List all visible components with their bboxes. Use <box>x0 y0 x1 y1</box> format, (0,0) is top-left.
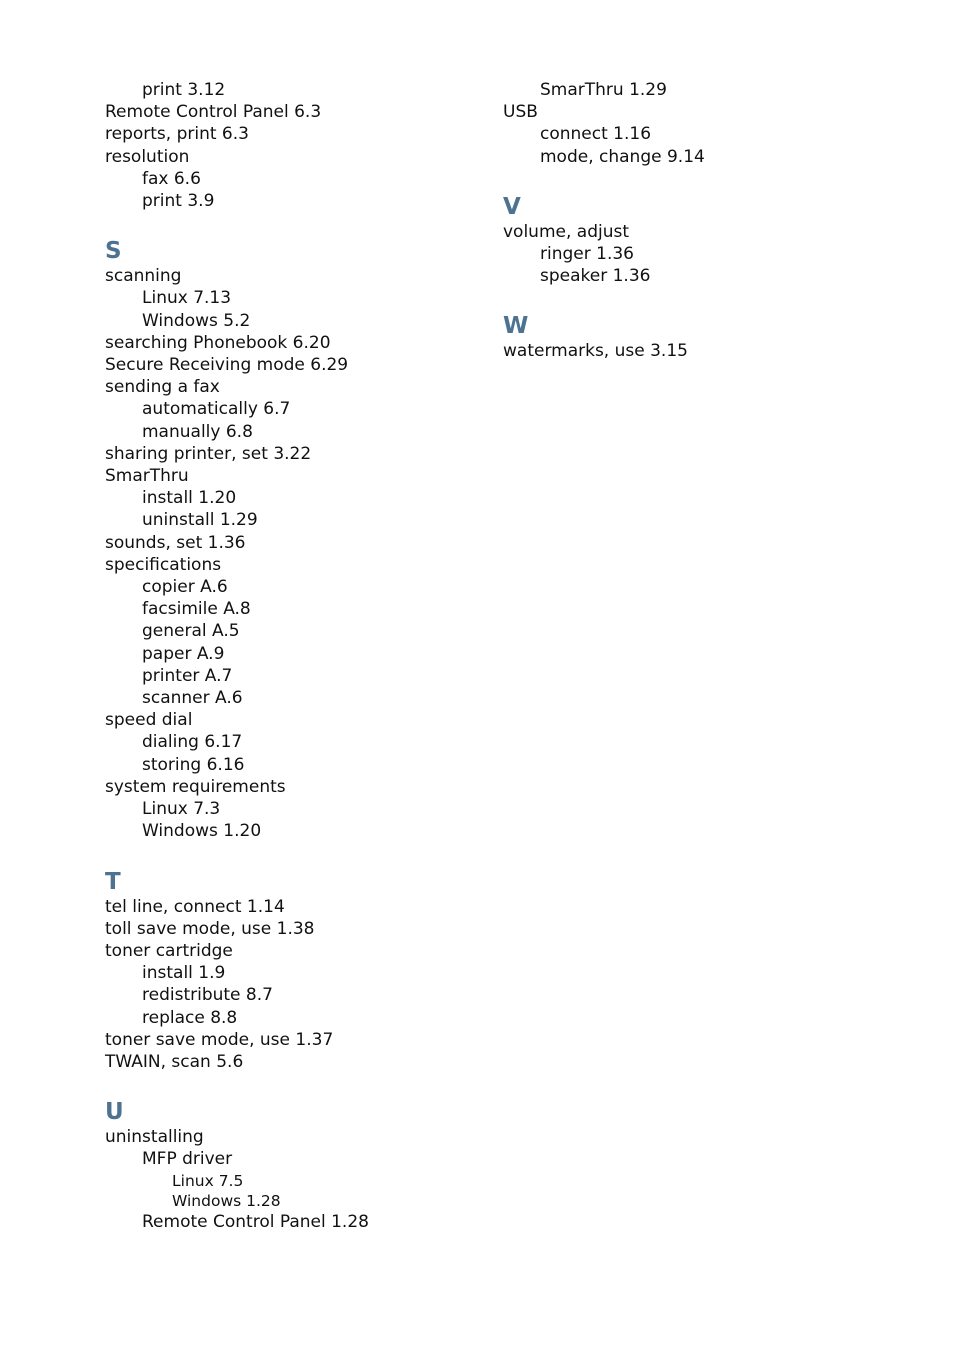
index-entry-remote-control-panel-6-3: Remote Control Panel 6.3 <box>105 102 322 123</box>
index-entry-storing-6-16: storing 6.16 <box>142 754 245 775</box>
index-entry-sharing-printer-set-3-22: sharing printer, set 3.22 <box>105 443 312 464</box>
section-spacer <box>105 1073 485 1098</box>
index-entry-linux-7-13: Linux 7.13 <box>142 288 232 309</box>
index-entry-smarthru-1-29: SmarThru 1.29 <box>540 80 667 100</box>
section-spacer <box>503 168 903 193</box>
index-entry-remote-control-panel-1-28: Remote Control Panel 1.28 <box>142 1211 369 1232</box>
index-entry-speaker-1-36: speaker 1.36 <box>540 266 651 287</box>
index-entry-ringer-1-36: ringer 1.36 <box>540 244 634 265</box>
index-entry-twain-scan-5-6: TWAIN, scan 5.6 <box>105 1051 244 1072</box>
section-spacer <box>503 287 903 312</box>
index-entry-print-3-12: print 3.12 <box>142 80 226 100</box>
index-entry-windows-1-20: Windows 1.20 <box>142 821 262 842</box>
index-column-left <box>105 79 485 1233</box>
index-entry-manually-6-8: manually 6.8 <box>142 421 253 442</box>
index-letter-w: W <box>503 313 529 340</box>
index-entry-system-requirements: system requirements <box>105 776 286 797</box>
index-entry-facsimile-a-8: facsimile A.8 <box>142 599 251 620</box>
index-letter-v: V <box>503 193 521 220</box>
index-entry-windows-5-2: Windows 5.2 <box>142 310 251 331</box>
index-entry-watermarks-use-3-15: watermarks, use 3.15 <box>503 341 688 362</box>
index-entry-smarthru: SmarThru <box>105 466 189 487</box>
index-entry-tel-line-connect-1-14: tel line, connect 1.14 <box>105 896 285 917</box>
index-entry-windows-1-28: Windows 1.28 <box>172 1191 281 1210</box>
index-entry-uninstalling: uninstalling <box>105 1127 204 1148</box>
index-entry-searching-phonebook-6-20: searching Phonebook 6.20 <box>105 332 331 353</box>
index-entry-resolution: resolution <box>105 146 190 167</box>
index-entry-toner-save-mode-use-1-37: toner save mode, use 1.37 <box>105 1029 334 1050</box>
index-entry-redistribute-8-7: redistribute 8.7 <box>142 985 273 1006</box>
index-entry-secure-receiving-mode-6-29: Secure Receiving mode 6.29 <box>105 355 349 376</box>
index-entry-dialing-6-17: dialing 6.17 <box>142 732 243 753</box>
index-letter-u: U <box>105 1099 124 1126</box>
index-entry-linux-7-3: Linux 7.3 <box>142 799 221 820</box>
index-entry-mfp-driver: MFP driver <box>142 1149 233 1170</box>
index-entry-linux-7-5: Linux 7.5 <box>172 1171 244 1190</box>
index-entry-replace-8-8: replace 8.8 <box>142 1007 238 1028</box>
section-spacer <box>105 843 485 868</box>
index-entry-printer-a-7: printer A.7 <box>142 665 233 686</box>
index-entry-paper-a-9: paper A.9 <box>142 643 225 664</box>
index-entry-volume-adjust: volume, adjust <box>503 221 630 242</box>
index-entry-sending-a-fax: sending a fax <box>105 377 220 398</box>
index-entry-specifications: specifications <box>105 554 222 575</box>
index-entry-usb: USB <box>503 102 538 123</box>
index-entry-scanner-a-6: scanner A.6 <box>142 688 243 709</box>
index-entry-print-3-9: print 3.9 <box>142 191 215 212</box>
index-entry-uninstall-1-29: uninstall 1.29 <box>142 510 258 531</box>
index-entry-reports-print-6-3: reports, print 6.3 <box>105 124 249 145</box>
index-entry-connect-1-16: connect 1.16 <box>540 124 652 145</box>
index-entry-copier-a-6: copier A.6 <box>142 577 228 598</box>
index-entry-sounds-set-1-36: sounds, set 1.36 <box>105 532 246 553</box>
section-spacer <box>105 212 485 237</box>
index-entry-automatically-6-7: automatically 6.7 <box>142 399 291 420</box>
index-entry-general-a-5: general A.5 <box>142 621 240 642</box>
index-entry-fax-6-6: fax 6.6 <box>142 168 201 189</box>
index-entry-scanning: scanning <box>105 266 182 287</box>
index-entry-speed-dial: speed dial <box>105 710 193 731</box>
index-column-right <box>503 79 903 363</box>
index-entry-toll-save-mode-use-1-38: toll save mode, use 1.38 <box>105 918 315 939</box>
index-entry-toner-cartridge: toner cartridge <box>105 940 233 961</box>
index-entry-mode-change-9-14: mode, change 9.14 <box>540 146 705 167</box>
index-entry-install-1-20: install 1.20 <box>142 488 237 509</box>
index-letter-t: T <box>105 868 121 895</box>
index-entry-install-1-9: install 1.9 <box>142 963 226 984</box>
index-letter-s: S <box>105 238 122 265</box>
